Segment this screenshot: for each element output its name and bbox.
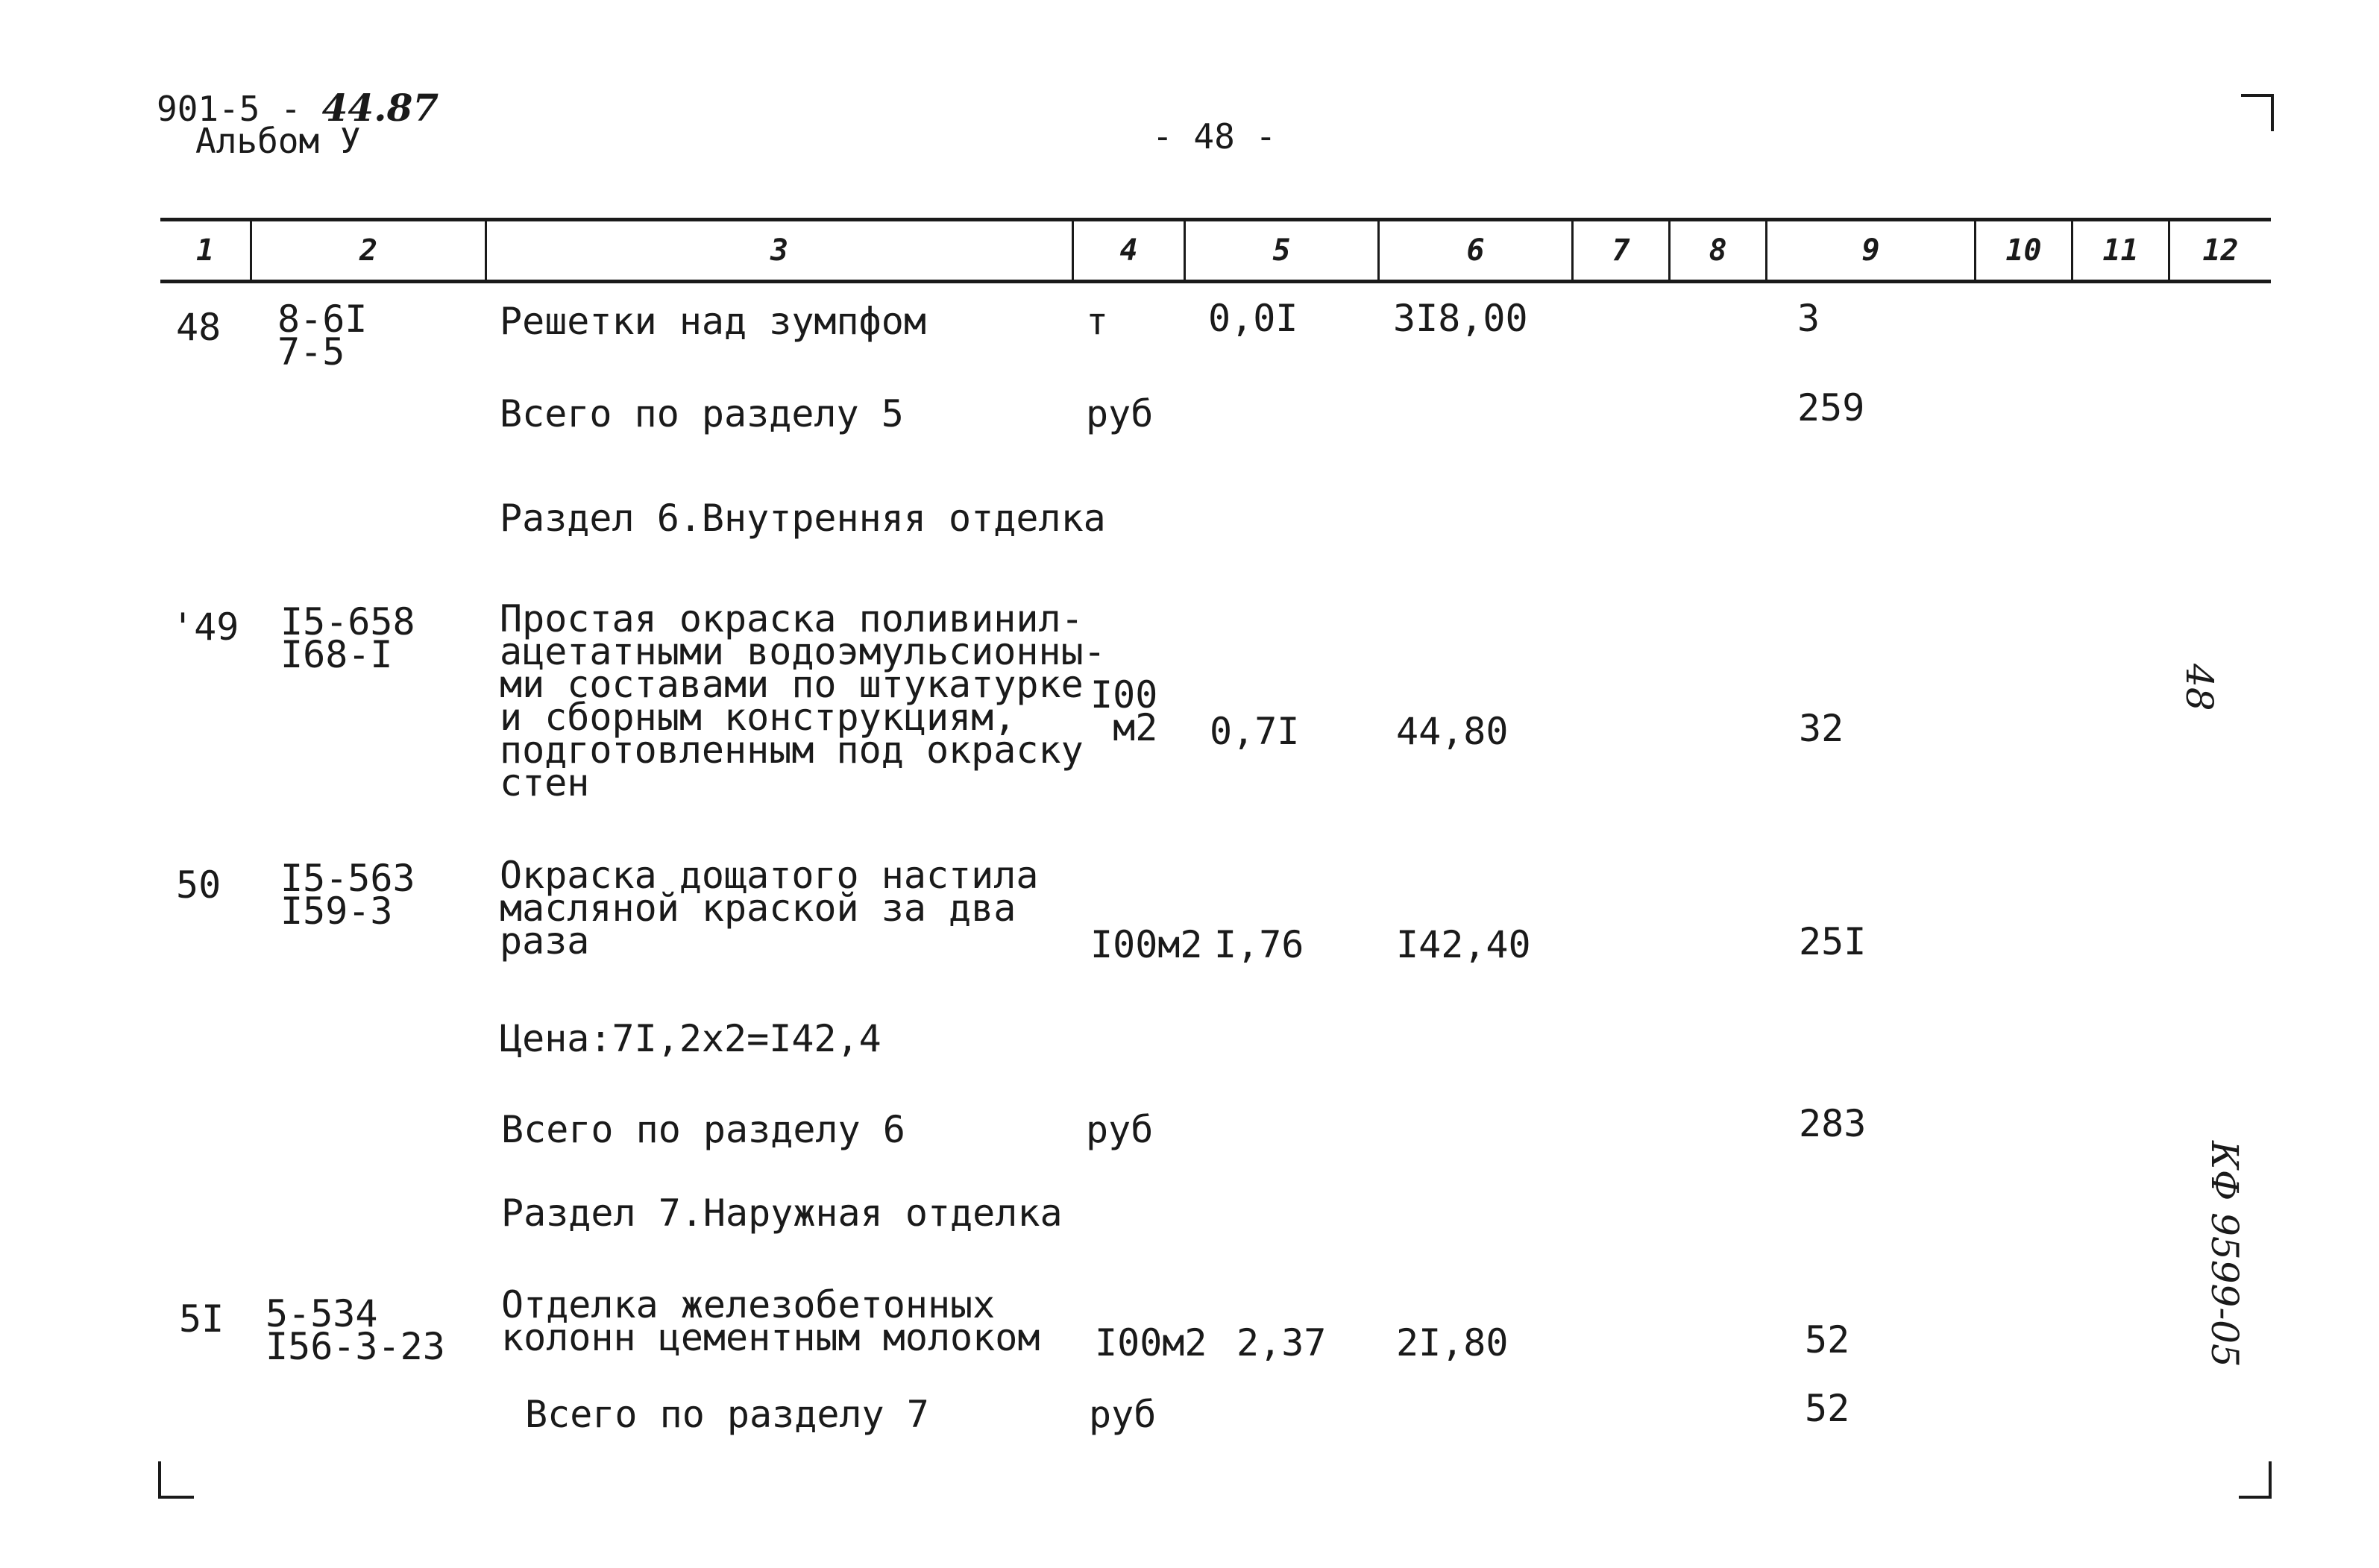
row-code: I5-658 I68-I	[280, 600, 415, 676]
row-total: 32	[1799, 707, 1844, 750]
row-unit: т	[1086, 300, 1109, 343]
row-total: 52	[1805, 1318, 1850, 1361]
section-total-label: Всего по разделу 6	[501, 1108, 905, 1151]
row-code: 5-534 I56-3-23	[265, 1292, 445, 1368]
row-description: Отделка железобетонных колонн цементным молоком	[501, 1283, 1040, 1359]
column-header: 10	[2005, 233, 2042, 268]
column-header: 11	[2102, 233, 2139, 268]
corner-mark-top-right	[2241, 94, 2274, 131]
row-unit: I00 м2	[1090, 673, 1158, 749]
row-unit: I00м2	[1090, 923, 1203, 966]
row-description: Окраска дощатого настила масляной краской за два раза	[500, 854, 1039, 963]
section-total-value: 283	[1799, 1102, 1867, 1145]
column-header: 8	[1709, 233, 1727, 268]
corner-mark-bottom-left	[158, 1461, 194, 1499]
document-code-text: 901-5 -	[157, 89, 301, 129]
column-header: 12	[2202, 233, 2239, 268]
column-header: 7	[1612, 233, 1630, 268]
row-total: 3	[1797, 297, 1820, 340]
row-price: 3I8,00	[1393, 297, 1528, 340]
section-heading: Раздел 6.Внутренняя отделка	[500, 497, 1106, 540]
row-description: Решетки над зумпфом	[500, 300, 926, 343]
section-total-unit: руб	[1086, 392, 1154, 435]
document-code-handwritten: 44.87	[321, 86, 439, 130]
section-total-unit: руб	[1086, 1108, 1154, 1151]
column-header: 3	[770, 233, 789, 268]
section-total-value: 52	[1805, 1387, 1850, 1430]
row-description: Простая окраска поливинил- ацетатными водоэмульсионны- ми составами по штукатурке и сборным конструкциям, подготовленным под окраску стен	[500, 597, 1106, 805]
row-price: I42,40	[1396, 923, 1531, 966]
section-total-label: Всего по разделу 5	[500, 392, 904, 435]
row-code: I5-563 I59-3	[280, 857, 415, 933]
column-header: 2	[359, 233, 378, 268]
column-header: 4	[1119, 233, 1138, 268]
section-heading: Раздел 7.Наружная отделка	[501, 1191, 1063, 1235]
margin-stamp: КФ 9599-05	[2203, 1141, 2246, 1367]
row-number: 50	[176, 863, 221, 907]
column-header: 6	[1466, 233, 1485, 268]
column-header: 9	[1861, 233, 1880, 268]
row-total: 25I	[1799, 920, 1867, 963]
row-quantity: 0,0I	[1208, 297, 1298, 340]
table-header-bottom-rule	[160, 280, 2271, 283]
table-header-top-rule	[160, 218, 2271, 221]
section-total-unit: руб	[1089, 1393, 1157, 1436]
price-note: Цена:7I,2x2=I42,4	[500, 1017, 881, 1060]
row-number: 48	[176, 306, 221, 349]
row-quantity: 2,37	[1236, 1321, 1327, 1364]
row-number: '49	[172, 605, 239, 649]
row-unit: I00м2	[1095, 1321, 1207, 1364]
row-price: 2I,80	[1396, 1321, 1509, 1364]
section-total-value: 259	[1797, 386, 1865, 429]
row-quantity: I,76	[1214, 923, 1304, 966]
margin-page-number: 48	[2178, 664, 2221, 711]
row-price: 44,80	[1396, 710, 1509, 753]
page-number: - 48 -	[1152, 116, 1277, 157]
row-quantity: 0,7I	[1210, 710, 1300, 753]
column-header: 5	[1272, 233, 1291, 268]
album-label: Альбом У	[195, 121, 361, 161]
section-total-label: Всего по разделу 7	[525, 1393, 929, 1436]
row-code: 8-6I 7-5	[277, 297, 368, 374]
row-number: 5I	[179, 1297, 224, 1341]
corner-mark-bottom-right	[2239, 1461, 2272, 1499]
column-header: 1	[195, 233, 215, 268]
